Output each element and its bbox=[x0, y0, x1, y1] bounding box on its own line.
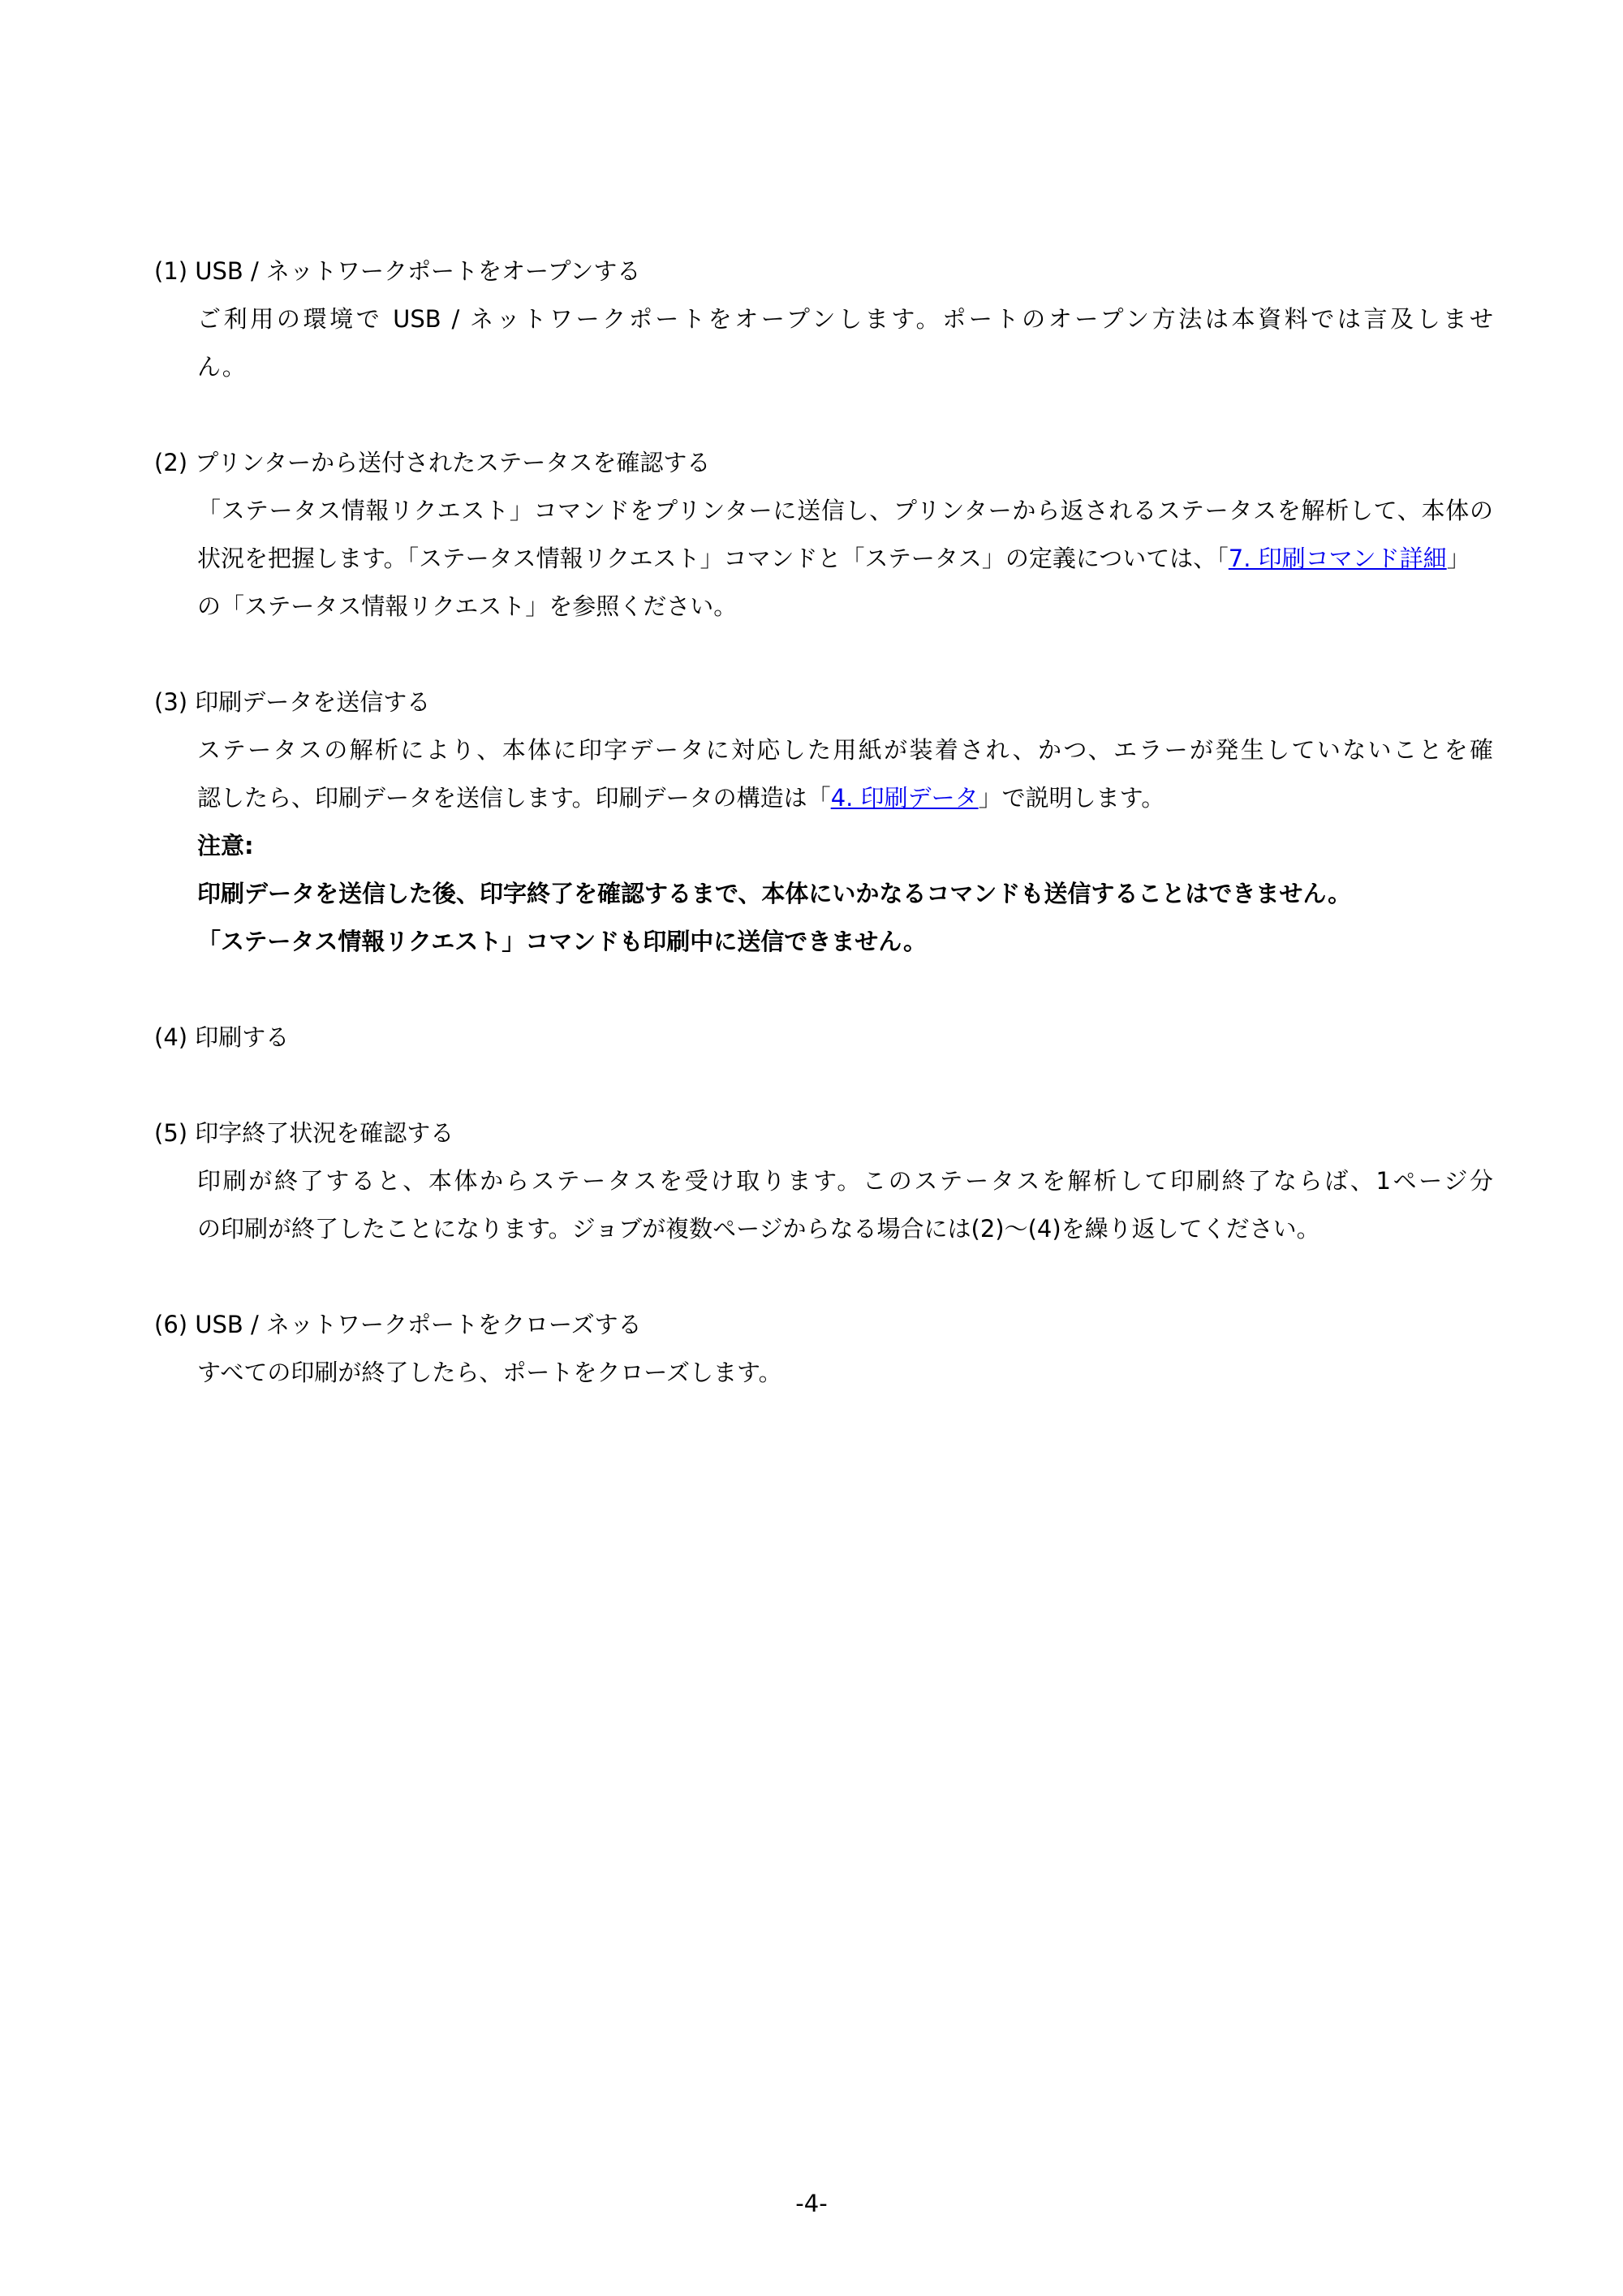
paragraph-line bbox=[197, 535, 1493, 583]
paragraph-line bbox=[197, 774, 1493, 822]
section-check-status bbox=[154, 439, 1493, 631]
section-heading: (4) 印刷する bbox=[154, 1023, 290, 1051]
section-heading: (2) プリンターから送付されたステータスを確認する bbox=[154, 449, 711, 476]
note-line: 印刷データを送信した後、印字終了を確認するまで、本体にいかなるコマンドも送信することはできません。 bbox=[197, 880, 1352, 907]
note-line: 「ステータス情報リクエスト」コマンドも印刷中に送信できません。 bbox=[197, 928, 928, 955]
section-print bbox=[154, 1014, 1493, 1062]
section-body bbox=[154, 1157, 1493, 1253]
paragraph-line: ご利用の環境で USB / ネットワークポートをオープンします。ポートのオープン方法は本資料では言及しませ bbox=[197, 305, 1493, 333]
paragraph-line: すべての印刷が終了したら、ポートをクローズします。 bbox=[197, 1359, 782, 1386]
section-send-data bbox=[154, 678, 1493, 966]
paragraph-line: 印刷が終了すると、本体からステータスを受け取ります。このステータスを解析して印刷終了ならば、1ページ分 bbox=[197, 1167, 1493, 1195]
paragraph-line: 「ステータス情報リクエスト」コマンドをプリンターに送信し、プリンターから返されるステータスを解析して、本体の bbox=[197, 497, 1493, 524]
section-body bbox=[154, 487, 1493, 631]
text-segment: 認したら、印刷データを送信します。印刷データの構造は「 bbox=[197, 784, 831, 812]
section-heading: (5) 印字終了状況を確認する bbox=[154, 1119, 454, 1147]
section-heading: (1) USB / ネットワークポートをオープンする bbox=[154, 257, 641, 285]
section-close-port bbox=[154, 1301, 1493, 1397]
section-open-port bbox=[154, 248, 1493, 391]
section-body bbox=[154, 1349, 1493, 1397]
section-heading: (3) 印刷データを送信する bbox=[154, 688, 431, 716]
procedure-content bbox=[154, 248, 1493, 1445]
text-segment: 状況を把握します。「ステータス情報リクエスト」コマンドと「ステータス」の定義については、「 bbox=[197, 545, 1229, 572]
text-segment: 」で説明します。 bbox=[978, 784, 1165, 812]
link-print-command-details[interactable]: 7. 印刷コマンド詳細 bbox=[1228, 545, 1447, 572]
paragraph-line: の「ステータス情報リクエスト」を参照ください。 bbox=[197, 592, 738, 620]
text-segment: 」 bbox=[1446, 545, 1470, 572]
note-label: 注意: bbox=[197, 832, 254, 859]
section-check-print-end bbox=[154, 1109, 1493, 1253]
paragraph-line: の印刷が終了したことになります。ジョブが複数ページからなる場合には(2)～(4)を繰り返してください。 bbox=[197, 1215, 1320, 1243]
page-number: -4- bbox=[795, 2190, 828, 2217]
link-print-data[interactable]: 4. 印刷データ bbox=[830, 784, 979, 812]
section-body bbox=[154, 726, 1493, 966]
section-body bbox=[154, 295, 1493, 391]
section-heading: (6) USB / ネットワークポートをクローズする bbox=[154, 1311, 642, 1338]
paragraph-line: ステータスの解析により、本体に印字データに対応した用紙が装着され、かつ、エラーが発生していないことを確 bbox=[197, 736, 1493, 764]
paragraph-line: ん。 bbox=[197, 353, 246, 381]
